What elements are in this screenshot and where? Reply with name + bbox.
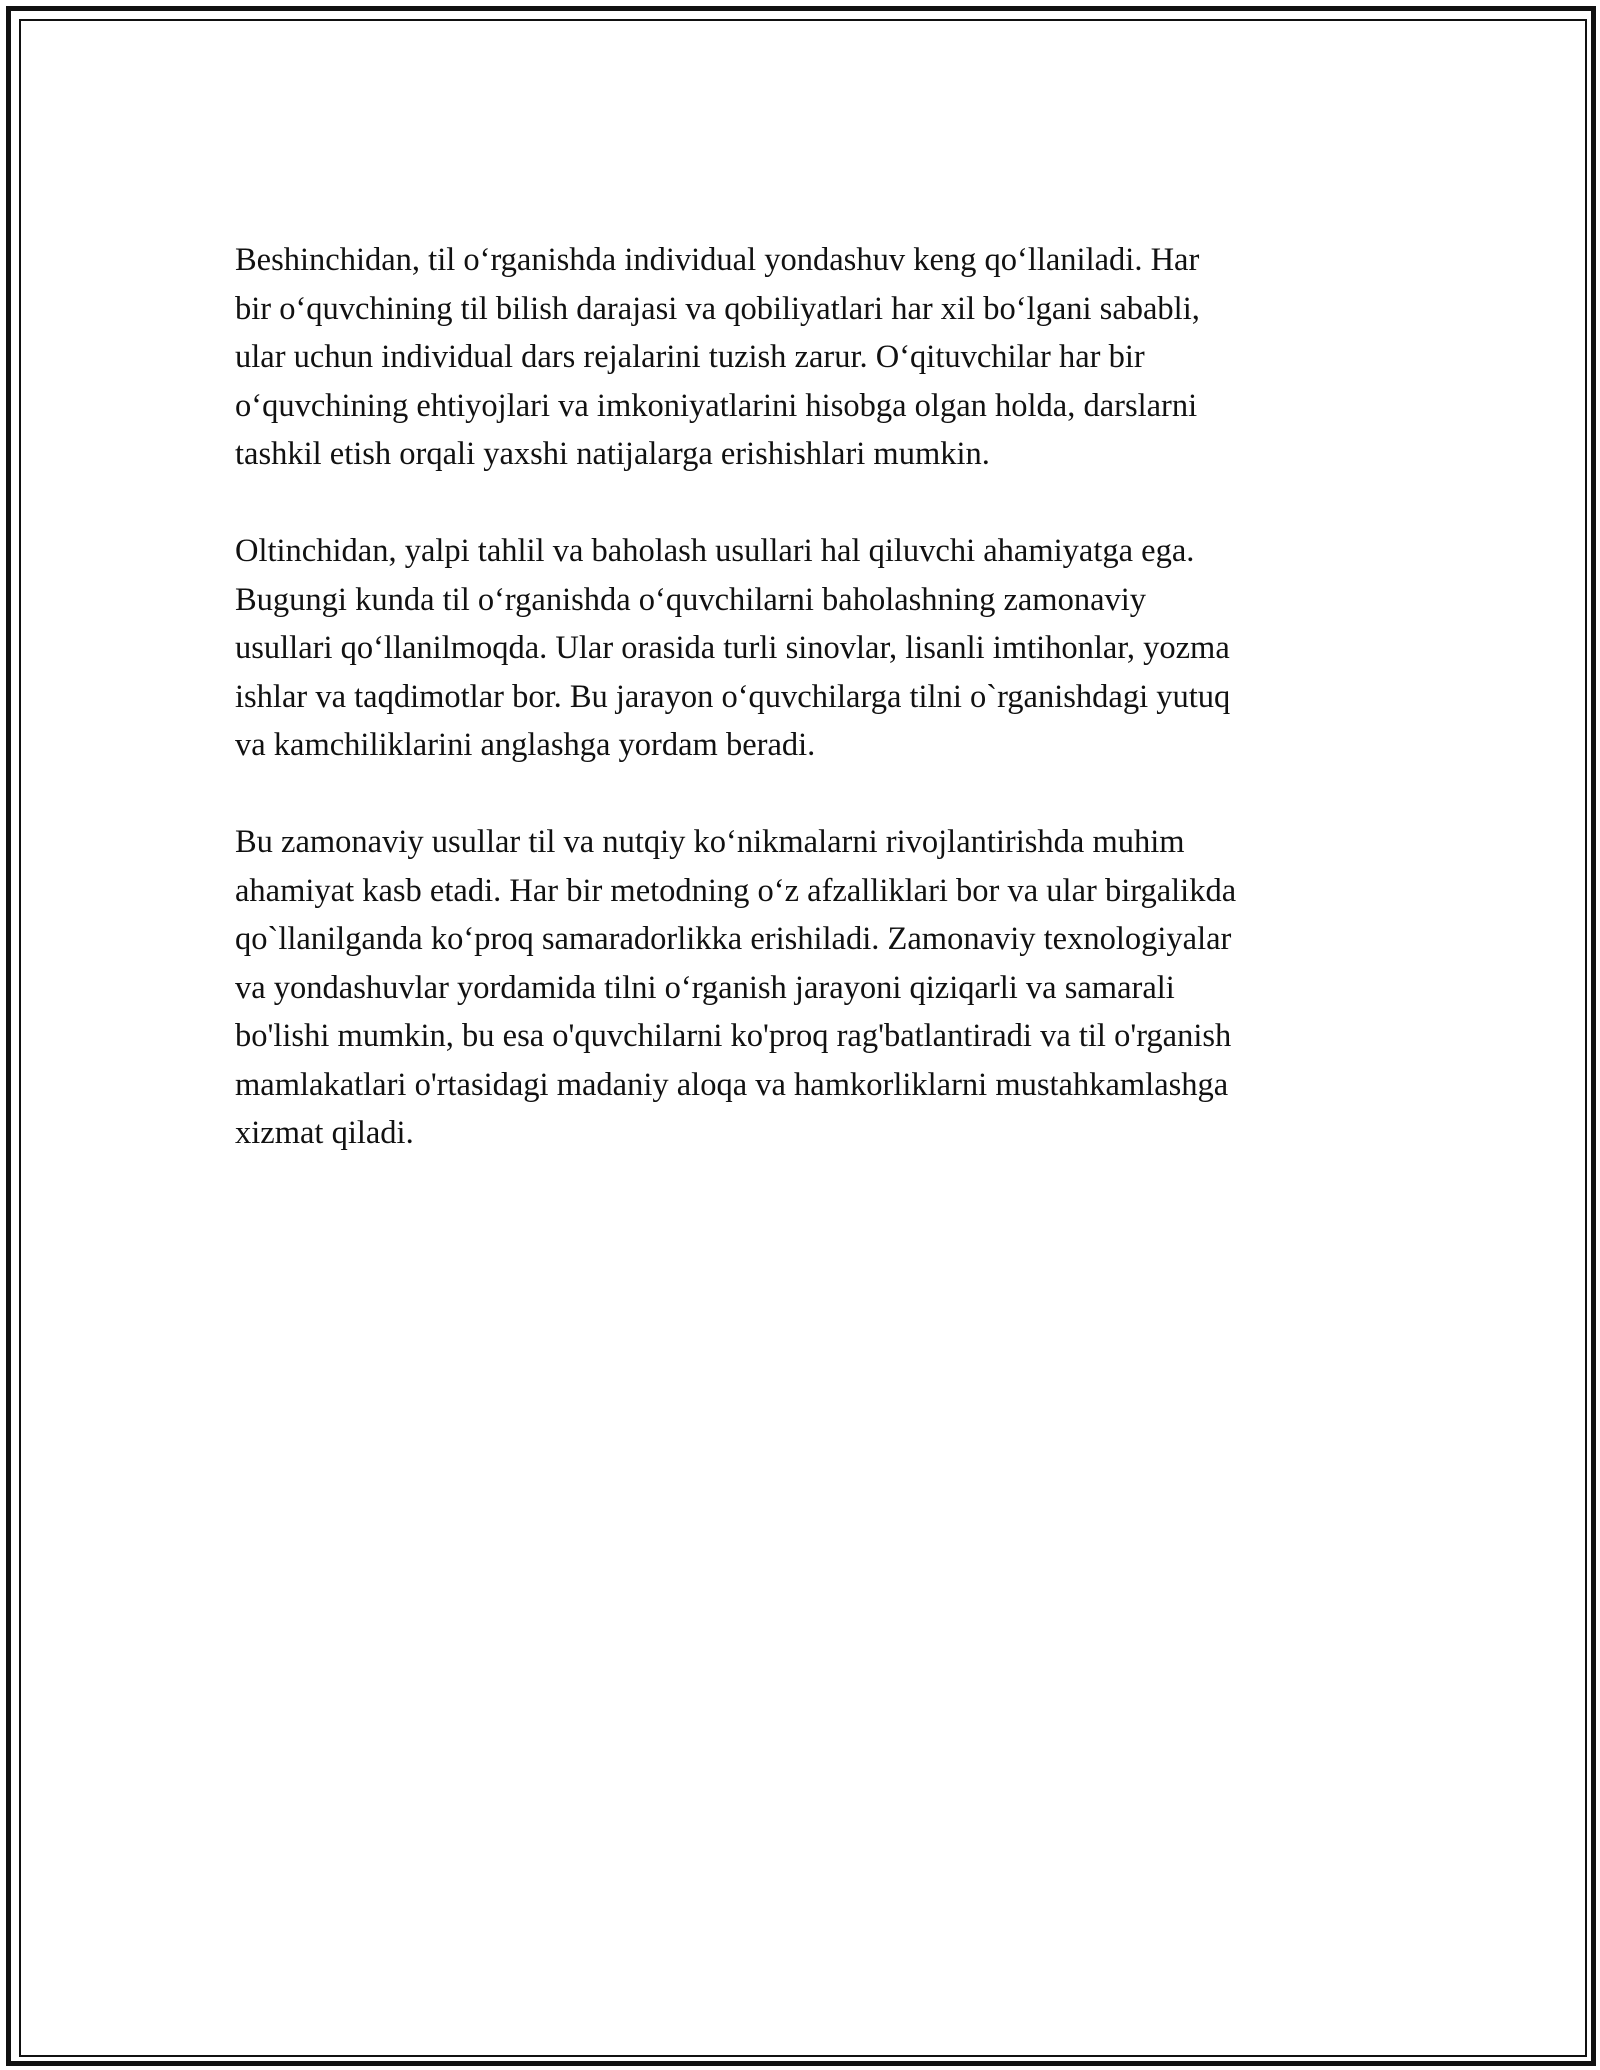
text-line: xizmat qiladi. <box>235 1115 414 1151</box>
text-line: ular uchun individual dars rejalarini tuzish zarur. O‘qituvchilar har bir <box>235 339 1145 375</box>
text-line: va kamchiliklarini anglashga yordam beradi. <box>235 727 816 763</box>
text-line: usullari qo‘llanilmoqda. Ular orasida turli sinovlar, lisanli imtihonlar, yozma <box>235 630 1230 666</box>
text-line: Bu zamonaviy usullar til va nutqiy ko‘nikmalarni rivojlantirishda muhim <box>235 824 1185 860</box>
text-line: tashkil etish orqali yaxshi natijalarga erishishlari mumkin. <box>235 436 990 472</box>
text-line: mamlakatlari o'rtasidagi madaniy aloqa va hamkorliklarni mustahkamlashga <box>235 1066 1229 1103</box>
text-line: bir o‘quvchining til bilish darajasi va qobiliyatlari har xil bo‘lgani sababli, <box>235 290 1200 327</box>
paragraph-2 <box>235 527 1375 770</box>
paragraph-1 <box>235 236 1375 479</box>
text-line: bo'lishi mumkin, bu esa o'quvchilarni ko'proq rag'batlantiradi va til o'rganish <box>235 1018 1232 1054</box>
text-line: ahamiyat kasb etadi. Har bir metodning o‘z afzalliklari bor va ular birgalikda <box>235 872 1237 909</box>
text-line: qo`llanilganda ko‘proq samaradorlikka erishiladi. Zamonaviy texnologiyalar <box>235 921 1232 957</box>
text-line: Oltinchidan, yalpi tahlil va baholash usullari hal qiluvchi ahamiyatga ega. <box>235 533 1195 569</box>
paragraph-3 <box>235 818 1375 1158</box>
text-line: Beshinchidan, til o‘rganishda individual yondashuv keng qo‘llaniladi. Har <box>235 242 1200 278</box>
document-body <box>235 236 1375 1206</box>
text-line: ishlar va taqdimotlar bor. Bu jarayon o‘quvchilarga tilni o`rganishdagi yutuq <box>235 678 1231 715</box>
text-line: Bugungi kunda til o‘rganishda o‘quvchilarni baholashning zamonaviy <box>235 581 1147 618</box>
text-line: o‘quvchining ehtiyojlari va imkoniyatlarini hisobga olgan holda, darslarni <box>235 387 1198 424</box>
text-line: va yondashuvlar yordamida tilni o‘rganish jarayoni qiziqarli va samarali <box>235 969 1175 1006</box>
